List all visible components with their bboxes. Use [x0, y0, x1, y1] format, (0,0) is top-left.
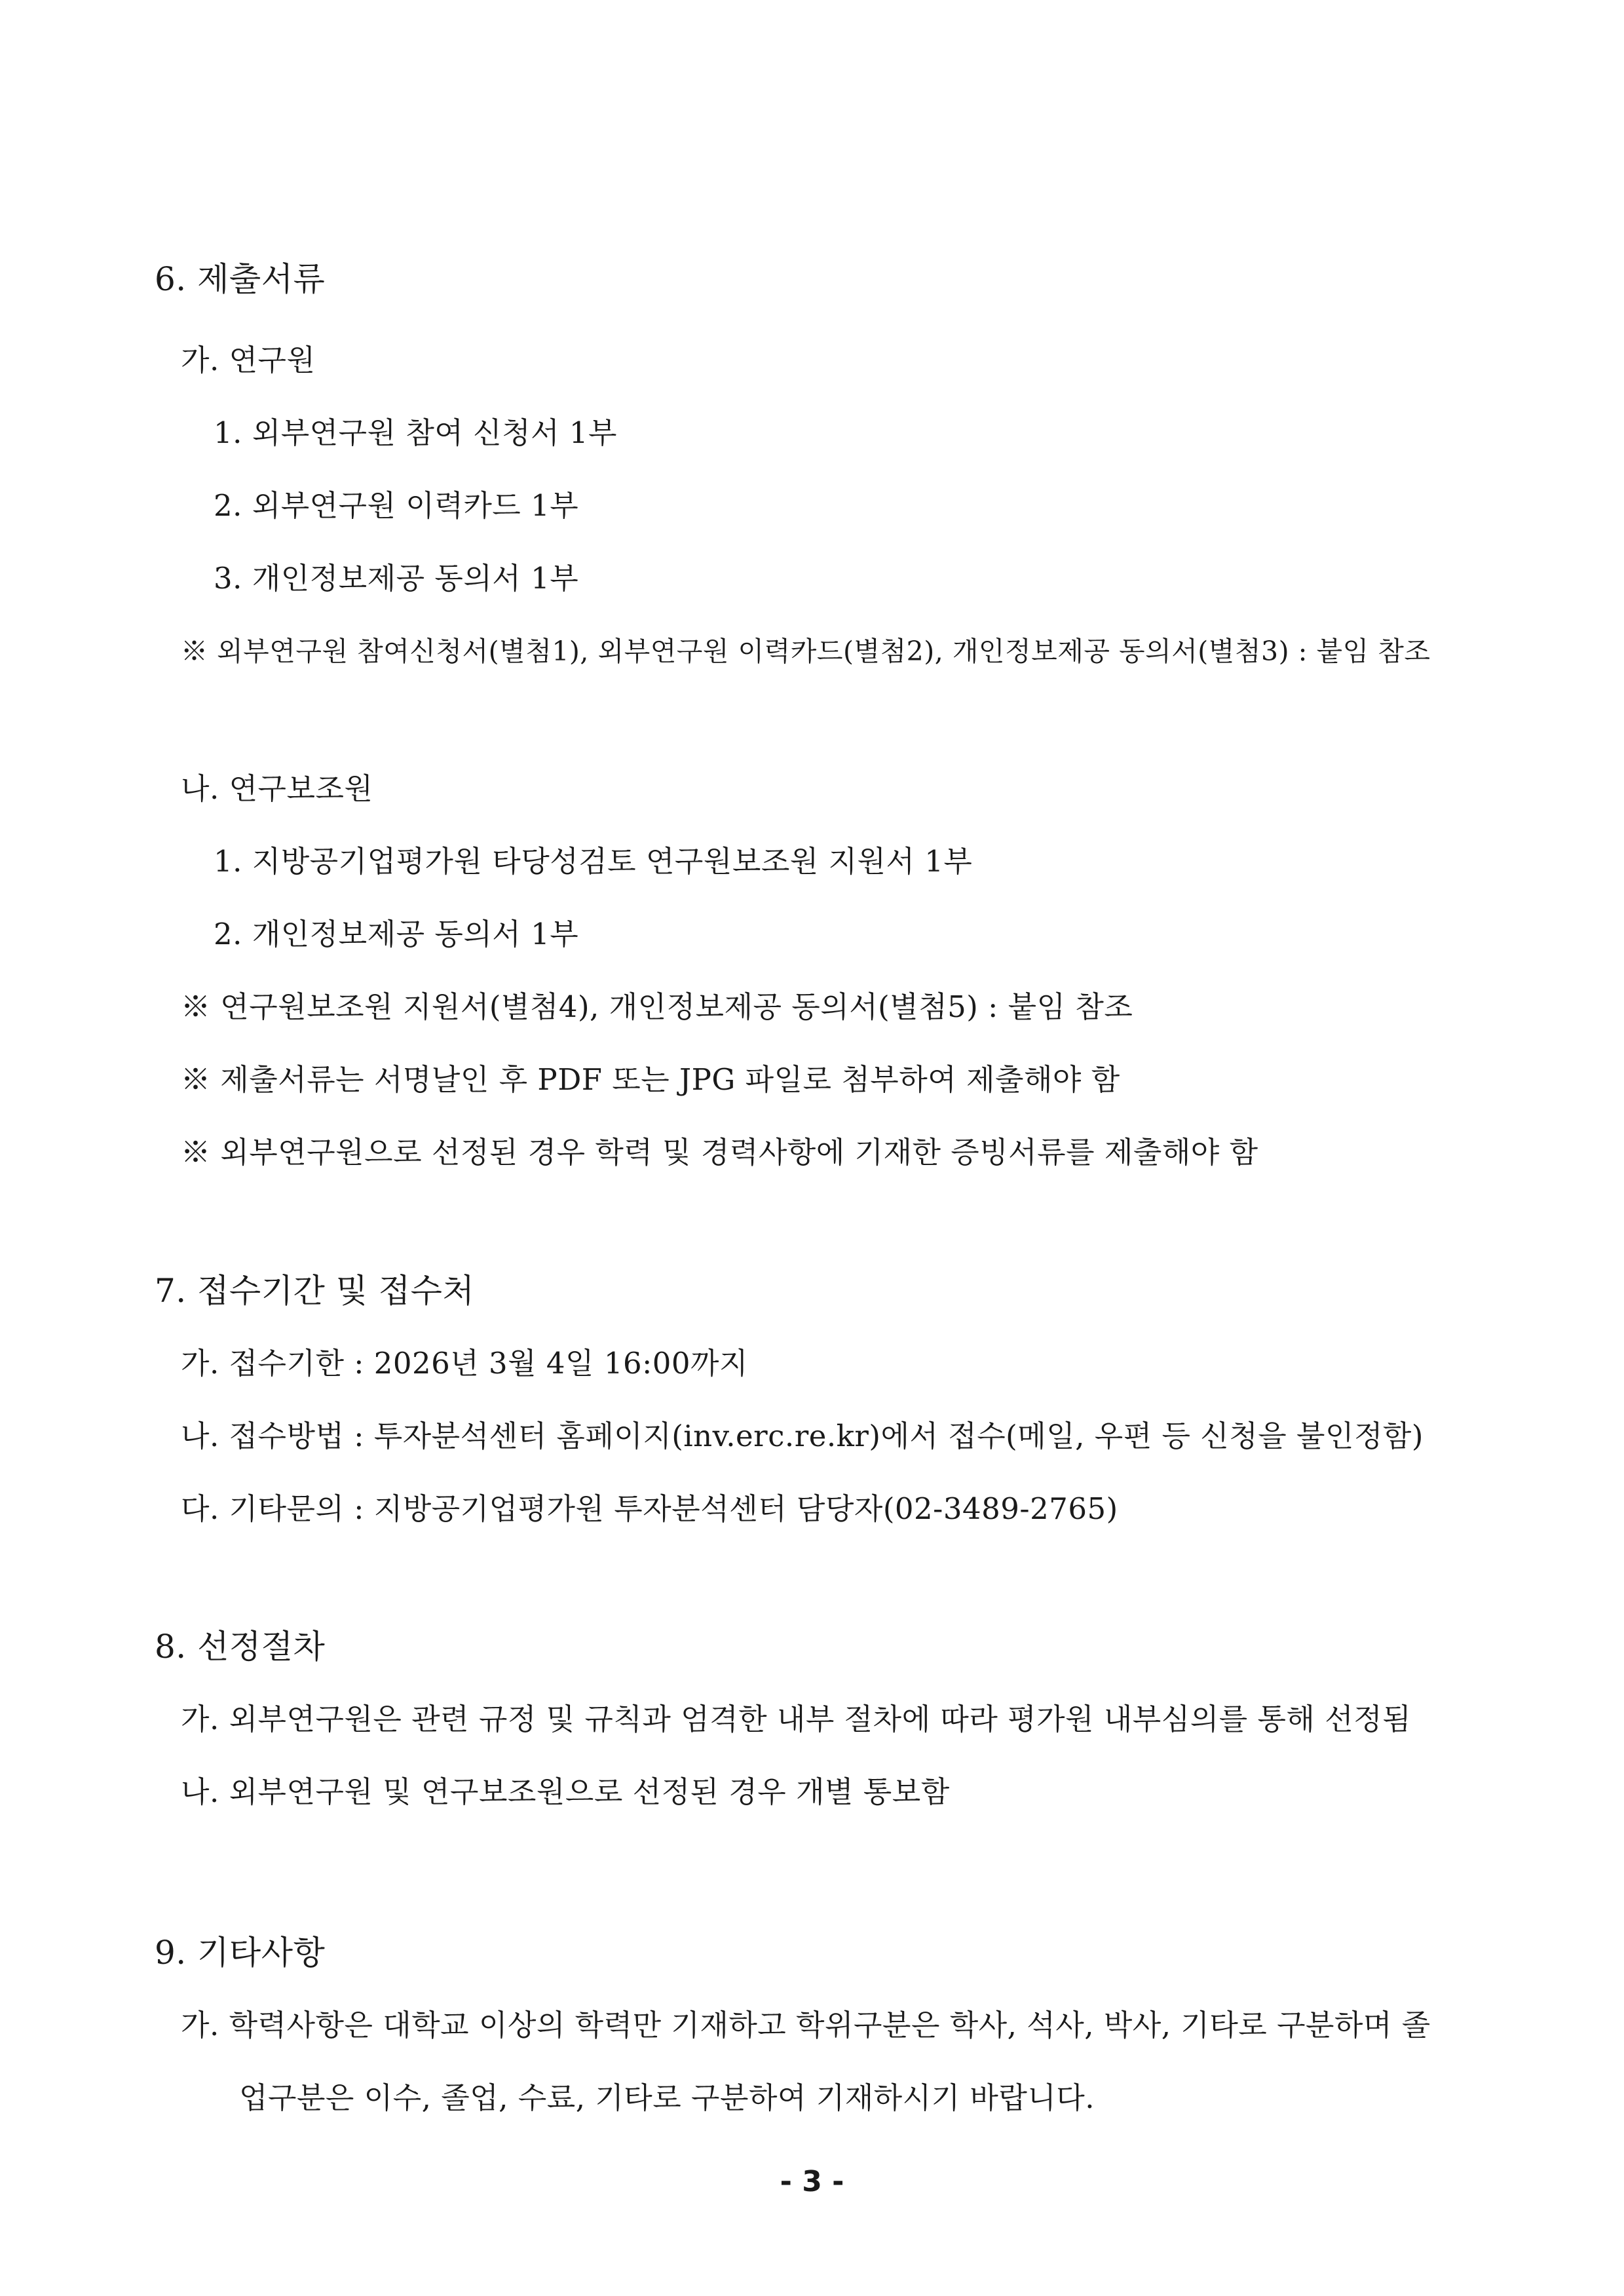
- list-item: 가. 외부연구원은 관련 규정 및 규칙과 엄격한 내부 절차에 따라 평가원 내부심의를 통해 선정됨: [181, 1702, 1412, 1736]
- note-6-ga: ※ 외부연구원 참여신청서(별첨1), 외부연구원 이력카드(별첨2), 개인정보제공 동의서(별첨3) : 붙임 참조: [181, 636, 1431, 667]
- section-9-title: 9. 기타사항: [155, 1934, 326, 1972]
- subsection-6-na-title: 나. 연구보조원: [181, 771, 373, 806]
- section-8-title: 8. 선정절차: [155, 1628, 326, 1666]
- list-item-continuation: 업구분은 이수, 졸업, 수료, 기타로 구분하여 기재하시기 바랍니다.: [239, 2080, 1095, 2115]
- list-item: 3. 개인정보제공 동의서 1부: [214, 561, 579, 596]
- list-item: 나. 외부연구원 및 연구보조원으로 선정된 경우 개별 통보함: [181, 1774, 950, 1809]
- list-item: 1. 외부연구원 참여 신청서 1부: [214, 415, 617, 450]
- list-item: 2. 개인정보제공 동의서 1부: [214, 917, 579, 951]
- subsection-6-ga-title: 가. 연구원: [181, 343, 316, 377]
- list-item: 1. 지방공기업평가원 타당성검토 연구원보조원 지원서 1부: [214, 844, 973, 879]
- list-item: 가. 학력사항은 대학교 이상의 학력만 기재하고 학위구분은 학사, 석사, 박사, 기타로 구분하며 졸: [181, 2008, 1431, 2042]
- note-item: ※ 연구원보조원 지원서(별첨4), 개인정보제공 동의서(별첨5) : 붙임 참조: [181, 989, 1133, 1024]
- section-7-title: 7. 접수기간 및 접수처: [155, 1272, 475, 1310]
- page-number: - 3 -: [780, 2165, 844, 2198]
- list-item: 다. 기타문의 : 지방공기업평가원 투자분석센터 담당자(02-3489-2765): [181, 1491, 1118, 1526]
- list-item: 나. 접수방법 : 투자분석센터 홈페이지(inv.erc.re.kr)에서 접수(메일, 우편 등 신청을 불인정함): [181, 1419, 1424, 1453]
- section-6-title: 6. 제출서류: [155, 260, 326, 298]
- note-item: ※ 제출서류는 서명날인 후 PDF 또는 JPG 파일로 첨부하여 제출해야 함: [181, 1062, 1120, 1097]
- list-item: 2. 외부연구원 이력카드 1부: [214, 488, 579, 523]
- list-item: 가. 접수기한 : 2026년 3월 4일 16:00까지: [181, 1346, 748, 1381]
- note-item: ※ 외부연구원으로 선정된 경우 학력 및 경력사항에 기재한 증빙서류를 제출해야 함: [181, 1135, 1258, 1170]
